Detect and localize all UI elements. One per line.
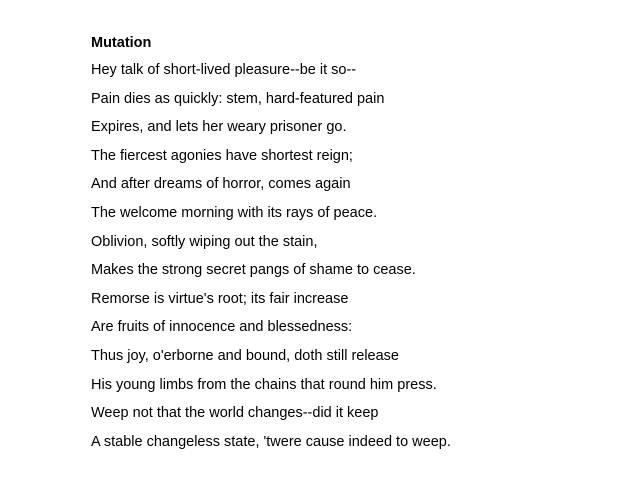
poem-line: Remorse is virtue's root; its fair increase xyxy=(91,290,349,307)
poem-line: Makes the strong secret pangs of shame to cease. xyxy=(91,262,416,279)
poem-line: Pain dies as quickly: stem, hard-featured pain xyxy=(91,90,385,107)
poem-line: A stable changeless state, 'twere cause indeed to weep. xyxy=(91,433,451,450)
poem-line: Hey talk of short-lived pleasure--be it so-- xyxy=(91,62,357,78)
poem-line: The fiercest agonies have shortest reign; xyxy=(91,147,353,164)
poem-line: Are fruits of innocence and blessedness: xyxy=(91,319,353,336)
poem xyxy=(91,34,621,461)
poem-line: Thus joy, o'erborne and bound, doth still release xyxy=(91,347,399,364)
poem-title: Mutation xyxy=(91,35,152,51)
poem-line: Oblivion, softly wiping out the stain, xyxy=(91,233,318,250)
poem-line: Weep not that the world changes--did it keep xyxy=(91,405,379,422)
poem-line: And after dreams of horror, comes again xyxy=(91,176,351,193)
poem-lines xyxy=(91,61,621,452)
poem-line: Expires, and lets her weary prisoner go. xyxy=(91,119,347,136)
poem-line: The welcome morning with its rays of peace. xyxy=(91,204,378,221)
poem-line: His young limbs from the chains that round him press. xyxy=(91,376,437,393)
